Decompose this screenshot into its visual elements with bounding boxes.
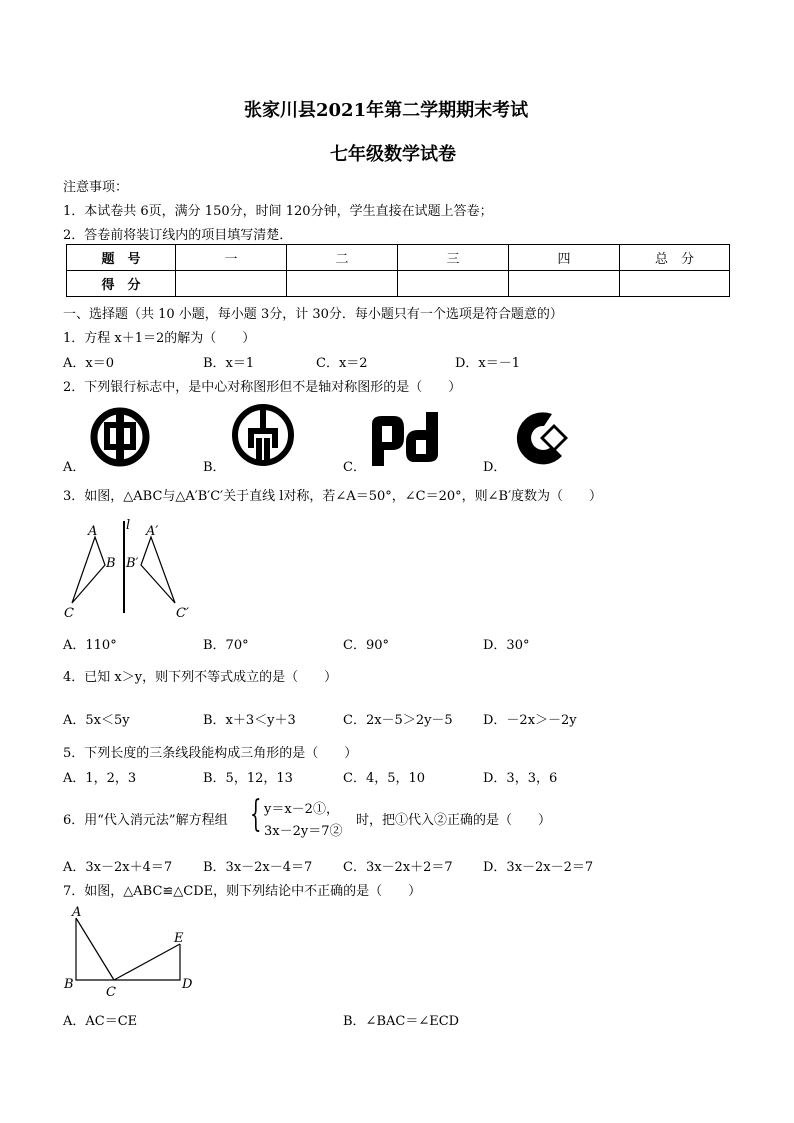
score-header-cell: 题 号 — [67, 245, 176, 271]
q3-figure — [60, 515, 210, 623]
agricultural-bank-logo-icon — [230, 402, 296, 468]
score-header-cell: 二 — [287, 245, 398, 271]
question-stem: 3．如图，△ABC与△A′B′C′关于直线 l对称，若∠A＝50°，∠C＝20°，则∠B′度数为（ ） — [63, 489, 603, 504]
fig3-label-b: B — [106, 556, 116, 571]
fig3-label-a-prime: A′ — [146, 524, 159, 539]
exam-subtitle: 七年级数学试卷 — [330, 144, 456, 165]
option-b[interactable]: B．∠BAC＝∠ECD — [343, 1014, 460, 1029]
fig3-label-c: C — [64, 606, 74, 621]
option-d[interactable]: D．－2x＞－2y — [483, 713, 577, 728]
option-a[interactable]: A．x＝0 — [63, 356, 114, 371]
option-d[interactable]: D．3，3，6 — [483, 771, 558, 786]
option-d[interactable]: D．30° — [483, 638, 530, 653]
question-stem: 5．下列长度的三条线段能构成三角形的是（ ） — [63, 746, 358, 761]
score-cell[interactable] — [176, 271, 287, 297]
score-cell[interactable] — [398, 271, 509, 297]
equation-2: 3x－2y＝7② — [264, 824, 343, 839]
score-row-label: 得 分 — [67, 271, 176, 297]
option-b[interactable]: B． — [203, 460, 226, 475]
option-c[interactable]: C． — [343, 460, 366, 475]
option-a[interactable]: A．1，2，3 — [63, 771, 137, 786]
option-d[interactable]: D．3x－2x－2＝7 — [483, 860, 594, 875]
score-header-cell: 一 — [176, 245, 287, 271]
score-cell[interactable] — [287, 271, 398, 297]
option-d[interactable]: D． — [483, 460, 507, 475]
option-a[interactable]: A．3x－2x＋4＝7 — [63, 860, 173, 875]
option-c[interactable]: C．3x－2x＋2＝7 — [343, 860, 453, 875]
bank-of-china-logo-icon — [88, 406, 154, 468]
option-a[interactable]: A． — [63, 460, 86, 475]
construction-bank-logo-icon — [510, 408, 570, 468]
fig7-label-e: E — [174, 931, 184, 946]
option-b[interactable]: B．3x－2x－4＝7 — [203, 860, 313, 875]
fig3-label-l: l — [126, 518, 131, 533]
question-stem-post: 时，把①代入②正确的是（ ） — [356, 813, 552, 828]
shanghai-pudong-bank-logo-icon — [370, 410, 440, 468]
fig7-label-a: A — [72, 905, 82, 920]
option-a[interactable]: A．110° — [63, 638, 117, 653]
question-stem: 2．下列银行标志中，是中心对称图形但不是轴对称图形的是（ ） — [63, 380, 462, 395]
option-b[interactable]: B．x＝1 — [203, 356, 255, 371]
score-header-cell: 三 — [398, 245, 509, 271]
option-c[interactable]: C．2x－5＞2y－5 — [343, 713, 453, 728]
option-c[interactable]: C．x＝2 — [316, 356, 368, 371]
exam-title: 张家川县2021年第二学期期末考试 — [244, 100, 529, 121]
score-table-header-row — [67, 245, 730, 271]
option-b[interactable]: B．x＋3＜y＋3 — [203, 713, 296, 728]
notice-item: 1．本试卷共 6页，满分 150分，时间 120分钟，学生直接在试题上答卷； — [63, 204, 493, 219]
notice-item: 2．答卷前将装订线内的项目填写清楚． — [63, 228, 293, 243]
score-header-cell: 四 — [509, 245, 620, 271]
section-heading: 一、选择题（共 10 小题，每小题 3分，计 30分．每小题只有一个选项是符合题意的） — [63, 307, 563, 322]
option-c[interactable]: C．4，5，10 — [343, 771, 426, 786]
fig7-label-b: B — [64, 977, 74, 992]
score-table — [66, 244, 730, 297]
option-a[interactable]: A．5x＜5y — [63, 713, 130, 728]
option-b[interactable]: B．70° — [203, 638, 249, 653]
score-header-cell: 总 分 — [620, 245, 730, 271]
score-table-row — [67, 271, 730, 297]
notice-heading: 注意事项： — [63, 180, 129, 195]
fig7-label-c: C — [106, 985, 116, 996]
fig3-label-a: A — [88, 524, 98, 539]
question-stem: 4．已知 x＞y，则下列不等式成立的是（ ） — [63, 670, 338, 685]
option-d[interactable]: D．x＝－1 — [455, 356, 521, 371]
option-c[interactable]: C．90° — [343, 638, 389, 653]
score-cell[interactable] — [620, 271, 730, 297]
question-stem-pre: 6．用“代入消元法”解方程组 — [63, 813, 228, 828]
equation-1: y＝x－2①， — [264, 802, 339, 817]
question-stem: 7．如图，△ABC≌△CDE，则下列结论中不正确的是（ ） — [63, 884, 422, 899]
question-stem: 1．方程 x＋1＝2的解为（ ） — [63, 331, 256, 346]
equation-brace: { — [250, 794, 262, 835]
fig3-label-b-prime: B′ — [126, 556, 139, 571]
score-cell[interactable] — [509, 271, 620, 297]
q7-figure — [62, 904, 198, 996]
fig3-label-c-prime: C′ — [176, 606, 189, 621]
option-a[interactable]: A．AC＝CE — [63, 1014, 138, 1029]
fig7-label-d: D — [182, 977, 193, 992]
option-b[interactable]: B．5，12，13 — [203, 771, 293, 786]
